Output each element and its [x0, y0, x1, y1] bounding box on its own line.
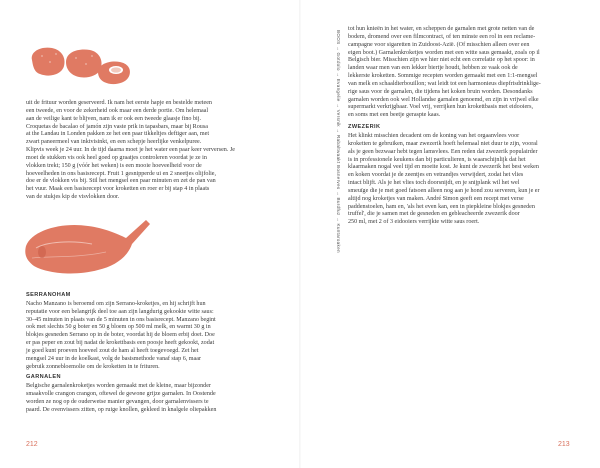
- text-line: uit de frituur worden geserveerd. Ik nam het eerste hapje en bestelde meteen: [26, 100, 212, 106]
- text-line: altijd nog kroketjes van maken. André Simon geeft een recept met verse: [348, 195, 524, 202]
- text-line: smeuïge die je met goed fatsoen alleen nog aan je hond zou serveren, kun je er: [348, 187, 540, 194]
- text-line: gebruik zonnebloemolie om de kroketten in te frituren.: [26, 363, 160, 370]
- left-intro-text: [26, 100, 276, 202]
- text-line: supermarkt verkrijgbaar. Voel vrij, verrijken hun krokettbasis met eidooiers,: [348, 104, 534, 111]
- text-line: worden ze nog op de ouderwetse manier gevangen, door garnalenvissers te: [26, 398, 209, 405]
- text-line: smaakvolle crangon crangon, oftewel de gewone grijze garnalen. In Oostende: [26, 391, 216, 398]
- text-line: een tweede, en voor de zekerheid ook maar een derde portie. Om helemaal: [26, 107, 209, 114]
- text-line: klaarmaken nogal veel tijd en moeite kost. Je kunt de zwezerik het best weken: [348, 164, 539, 171]
- text-line: van melk en schaaldierbouillon; wat leidt tot een harmonieus diepfrisdrinklige-: [348, 80, 541, 87]
- section-heading: ZWEZERIK: [348, 124, 381, 131]
- text-line: tot hun knieën in het water, en scheppen de garnalen met grote netten van de: [348, 26, 535, 32]
- text-line: mengsel 24 uur in de koelkast, volg de basismethode vanaf stap 6, maar: [26, 355, 201, 362]
- text-line: landen waar men van een lekker biertje houdt, hebben ze vaak ook de: [348, 65, 518, 72]
- text-line: 30–45 minuten in plaats van de 5 minuten in ons basisrecept. Manzano begint: [26, 316, 216, 323]
- text-line: aan de veilige kant te blijven, nam ik er ook een tweede glaasje fino bij.: [26, 115, 201, 122]
- text-line: bodem, dromend over een filmcontract, of ten minste een rol in een reclame-: [348, 33, 536, 40]
- section-heading: SERRANOHAM: [26, 292, 71, 298]
- text-line: truffel', die je samen met de gesneden en gebleacheerde zwezerik door: [348, 211, 520, 218]
- text-line: blokjes gesneden Serrano op in de boter, voordat hij de bloem erbij doet. Doe: [26, 332, 215, 339]
- text-line: er pas peper en zout bij nadat de krokettbasis een poosje heeft gekookt, zodat: [26, 340, 215, 347]
- right-intro-text: [348, 26, 574, 227]
- text-line: lekkerste kroketten. Sommige recepten worden gemaakt met een 1:1-mengsel: [348, 73, 538, 80]
- text-line: paard. De ovenvissers zitten, op ruige knollen, gekleed in knalgele oliepakken: [26, 406, 217, 413]
- text-line: rige saus voor de garnalen, die tijdens het koken bruin worden. Desondanks: [348, 88, 533, 95]
- text-line: Belgische garnalenkroketjes worden gemaakt met de kleine, maar bijzonder: [26, 383, 211, 390]
- serranoham-section: [26, 290, 276, 415]
- text-line: als je geen bezwaar hebt tegen lamsvlees. Een reden dat zwezerik populairder: [348, 148, 538, 155]
- text-line: paddenstoelen, ham en, 'als het even kan, een in piepkleine blokjes gesneden: [348, 203, 535, 210]
- text-line: je goed kunt proeven hoeveel zout de ham al heeft toegevoegd. Zet het: [26, 347, 199, 354]
- text-line: doe er de vlokken vis bij. Stil het mengsel een paar minuten en zet de pan van: [26, 178, 216, 185]
- text-line: het vuur. Maak een basisrecept voor kroketten en roer er bij stap 4 in plaats: [26, 186, 210, 193]
- text-line: garnalen worden ook wel Hollandse garnalen genoemd, en zijn in vrijwel elke: [348, 96, 539, 103]
- text-line: van de stukjes kip de visvlokken door.: [26, 194, 120, 201]
- text-line: kroketten te gebruiken, maar zwezerik hoeft helemaal niet duur te zijn, vooral: [348, 140, 538, 147]
- text-line: ook met slechts 50 g boter en 50 g bloem op 500 ml melk, en warmt 30 g in: [26, 324, 211, 331]
- text-line: hoeveelheden in ons basisrecept. Fruit 1 gesnipperde ui en 2 sneetjes olijfolie,: [26, 170, 217, 177]
- text-line: zwart paneermeel van inktvisinkt, en een schepje heerlijke venkelpuree.: [26, 139, 202, 146]
- page-number: 212: [26, 441, 38, 448]
- text-line: moet de stukken vis ook heel goed op graatjes controleren voordat je ze in: [26, 154, 207, 161]
- text-line: campagne voor sigaretten in Zuidoost-Azië. (Of misschien alleen over een: [348, 41, 530, 48]
- text-line: at the Landau in Londen pakken ze het een paar tikkeltjes deftiger aan, met: [26, 131, 210, 138]
- text-line: eigen boot.) Garnalenkroketjes worden met een witte saus gemaakt, zoals op il: [348, 49, 540, 56]
- text-line: Klipvis week je 24 uur. In de tijd daarna moet je het water een paar keer verversen. Je: [26, 147, 235, 154]
- section-heading: GARNALEN: [26, 374, 61, 381]
- text-line: Belgisch bier. Misschien zijn we hier niet echt een correlatie op het spoor: in: [348, 57, 535, 64]
- text-line: reputatie voor een belangrijk deel toe aan zijn langdurig gekookte witte saus:: [26, 308, 214, 315]
- running-head: BOOS → Gotdolo → Evangelie → Versnik → Rabaltwaakt Bosnerves → Burdfuz → Kuntaroaken: [336, 30, 341, 253]
- text-line: is in professionele keukens dan bij particulieren, is waarschijnlijk dat het: [348, 156, 526, 163]
- text-line: en soms met een beetje geraspte kaas.: [348, 112, 441, 119]
- text-line: Croquetas de bacalao of jamón zijn vaste prik in tapasbars, maar bij Rousa: [26, 123, 208, 130]
- text-line: Nacho Manzano is beroemd om zijn Serrano-kroketjes, en hij schrijft hun: [26, 300, 206, 307]
- text-line: 250 ml, met 2 of 3 eidooiers verrijkte witte saus roert.: [348, 219, 480, 226]
- text-line: vlokken trekt; 150 g (vóór het weken) is een mooie hoeveelheid voor de: [26, 162, 202, 169]
- croquettes-illustration: [26, 40, 136, 96]
- text-line: intact blijft. Als je het vlies toch doorsnijdt, en je snijplank wil het wel: [348, 180, 520, 187]
- page-number: 213: [558, 441, 570, 448]
- text-line: en koken voordat je de zeentjes en vetrandjes verwijdert, zodat het vlies: [348, 172, 524, 179]
- ham-leg-illustration: [22, 212, 152, 284]
- text-line: Het klinkt misschien decadent om de koning van het orgaanvlees voor: [348, 132, 520, 139]
